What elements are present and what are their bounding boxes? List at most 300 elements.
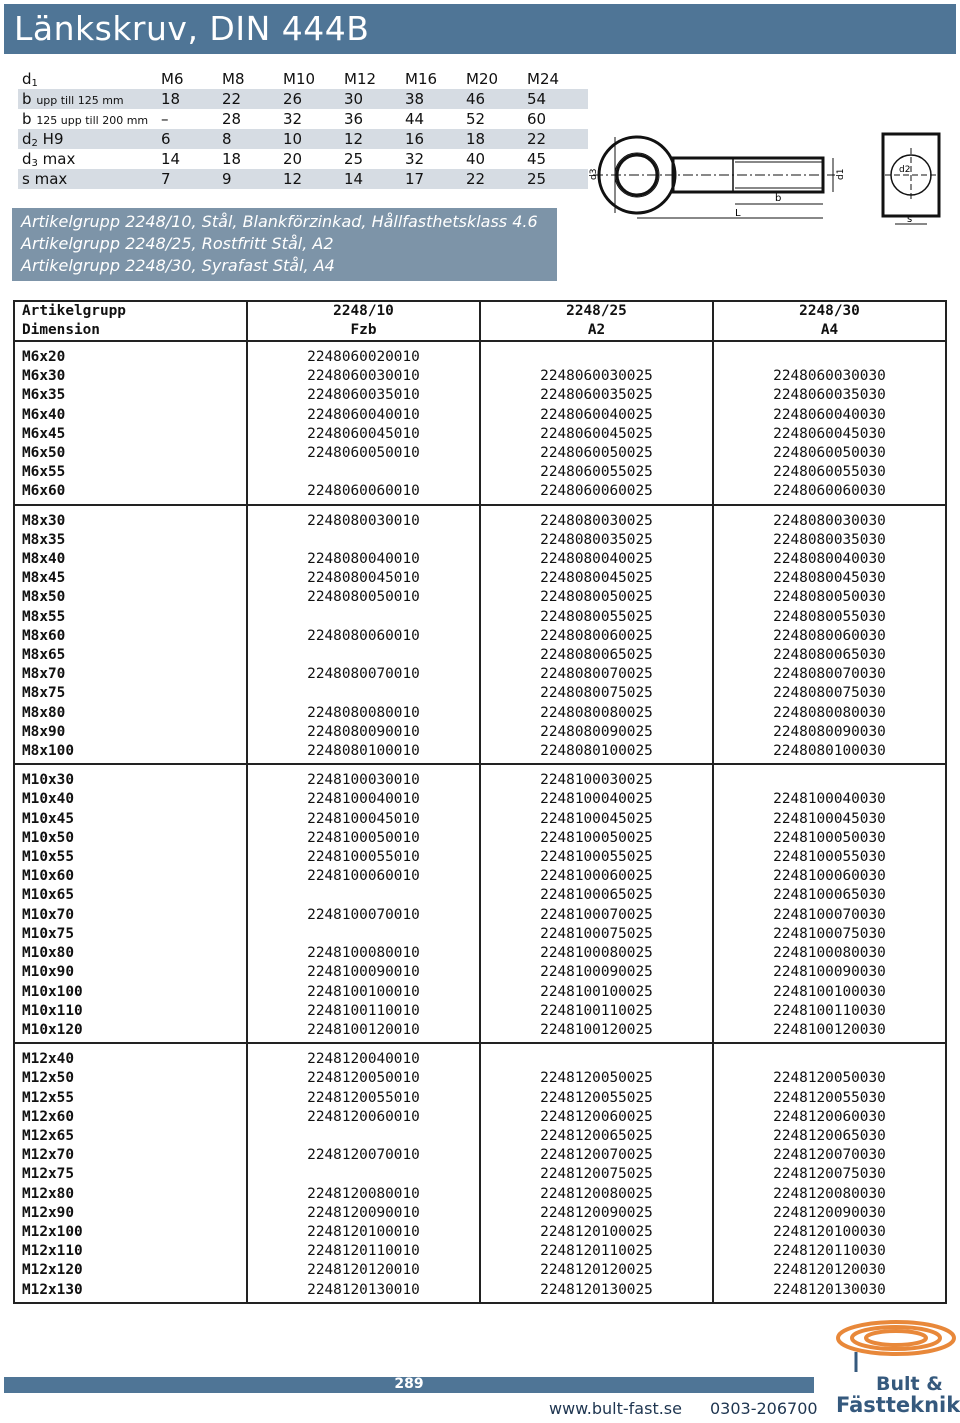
article-number-cell: 2248060055030 xyxy=(713,463,946,482)
table-row xyxy=(14,1185,946,1204)
article-number-cell: 2248100055025 xyxy=(480,848,713,867)
article-number-cell: 2248060050025 xyxy=(480,444,713,463)
article-number-cell: 2248100070030 xyxy=(713,906,946,925)
article-number-cell: 2248060045030 xyxy=(713,425,946,444)
spec-value: 30 xyxy=(344,89,405,109)
table-row xyxy=(14,1089,946,1108)
table-header-row xyxy=(14,321,946,341)
article-number-cell xyxy=(480,341,713,367)
article-number-cell: 2248080080030 xyxy=(713,704,946,723)
article-number-cell: 2248080030030 xyxy=(713,505,946,531)
article-number-cell xyxy=(713,341,946,367)
article-number-cell xyxy=(247,925,480,944)
header-a4: A4 xyxy=(713,321,946,341)
article-number-cell: 2248100120010 xyxy=(247,1021,480,1043)
article-number-cell: 2248100065025 xyxy=(480,886,713,905)
table-row xyxy=(14,1165,946,1184)
article-group-box xyxy=(12,208,557,281)
dimension-cell: M10x90 xyxy=(14,963,247,982)
dimension-cell: M6x60 xyxy=(14,482,247,504)
dimension-cell: M10x65 xyxy=(14,886,247,905)
spec-value: 26 xyxy=(283,89,344,109)
spec-label: $d_2$ H9 xyxy=(18,129,161,149)
spec-value: 12 xyxy=(344,129,405,149)
article-number-cell: 2248120050010 xyxy=(247,1069,480,1088)
article-group-line: Artikelgrupp 2248/25, Rostfritt Stål, A2 xyxy=(21,234,334,253)
dimension-cell: M10x80 xyxy=(14,944,247,963)
spec-row xyxy=(18,169,588,189)
article-number-cell: 2248080040010 xyxy=(247,550,480,569)
dimension-cell: M10x100 xyxy=(14,983,247,1002)
table-row xyxy=(14,684,946,703)
article-number-cell xyxy=(247,1165,480,1184)
article-number-cell: 2248120120030 xyxy=(713,1261,946,1280)
table-row xyxy=(14,1242,946,1261)
article-number-cell xyxy=(247,463,480,482)
dimension-cell: M8x45 xyxy=(14,569,247,588)
article-number-cell: 2248080065025 xyxy=(480,646,713,665)
spec-value: M8 xyxy=(222,70,245,88)
label-L: L xyxy=(735,208,741,219)
page-number: 289 xyxy=(394,1376,424,1392)
article-number-cell: 2248100060025 xyxy=(480,867,713,886)
dimension-cell: M8x75 xyxy=(14,684,247,703)
table-row xyxy=(14,886,946,905)
dimension-cell: M8x100 xyxy=(14,742,247,764)
article-number-cell: 2248060035030 xyxy=(713,386,946,405)
dimension-cell: M8x80 xyxy=(14,704,247,723)
dimension-cell: M12x90 xyxy=(14,1204,247,1223)
dimension-cell: M12x130 xyxy=(14,1281,247,1303)
table-row xyxy=(14,764,946,790)
label-s: s xyxy=(907,214,913,225)
article-number-cell: 2248080045030 xyxy=(713,569,946,588)
dimension-cell: M12x40 xyxy=(14,1043,247,1069)
dimension-cell: M8x50 xyxy=(14,588,247,607)
article-number-cell: 2248120080025 xyxy=(480,1185,713,1204)
header-fzb: Fzb xyxy=(247,321,480,341)
article-number-cell: 2248100110025 xyxy=(480,1002,713,1021)
article-number-cell: 2248120100010 xyxy=(247,1223,480,1242)
header-group-30: 2248/30 xyxy=(713,301,946,321)
spec-value: 17 xyxy=(405,169,466,189)
spec-value: 54 xyxy=(527,89,588,109)
spec-value: 38 xyxy=(405,89,466,109)
table-row xyxy=(14,569,946,588)
article-number-cell: 2248100040030 xyxy=(713,790,946,809)
article-number-cell: 2248100120025 xyxy=(480,1021,713,1043)
spec-value: 28 xyxy=(222,110,242,128)
article-number-cell: 2248080070025 xyxy=(480,665,713,684)
article-number-cell: 2248100055030 xyxy=(713,848,946,867)
dimension-cell: M10x55 xyxy=(14,848,247,867)
spec-value: M6 xyxy=(161,70,184,88)
spec-value: 16 xyxy=(405,129,466,149)
dimension-cell: M10x110 xyxy=(14,1002,247,1021)
table-row xyxy=(14,463,946,482)
dimension-cell: M10x75 xyxy=(14,925,247,944)
dimension-cell: M6x50 xyxy=(14,444,247,463)
article-number-cell xyxy=(247,1127,480,1146)
article-number-cell: 2248080060025 xyxy=(480,627,713,646)
article-number-cell: 2248100120030 xyxy=(713,1021,946,1043)
article-number-cell: 2248100090025 xyxy=(480,963,713,982)
article-number-cell: 2248080045010 xyxy=(247,569,480,588)
article-number-cell: 2248100100030 xyxy=(713,983,946,1002)
dimension-cell: M12x80 xyxy=(14,1185,247,1204)
dimension-cell: M8x40 xyxy=(14,550,247,569)
spec-header-row xyxy=(18,69,588,89)
table-row xyxy=(14,906,946,925)
dimension-cell: M12x55 xyxy=(14,1089,247,1108)
table-row xyxy=(14,810,946,829)
table-row xyxy=(14,1069,946,1088)
table-row xyxy=(14,1204,946,1223)
table-row xyxy=(14,1127,946,1146)
spec-table xyxy=(18,69,588,189)
header-a2: A2 xyxy=(480,321,713,341)
table-row xyxy=(14,925,946,944)
dimension-cell: M10x70 xyxy=(14,906,247,925)
article-number-cell: 2248080070010 xyxy=(247,665,480,684)
spec-value: M20 xyxy=(466,70,499,88)
dimension-cell: M10x45 xyxy=(14,810,247,829)
article-number-cell: 2248060045010 xyxy=(247,425,480,444)
spec-value: 52 xyxy=(466,110,486,128)
article-number-cell: 2248120065025 xyxy=(480,1127,713,1146)
article-number-cell: 2248120060030 xyxy=(713,1108,946,1127)
article-group-line: Artikelgrupp 2248/10, Stål, Blankförzinkad, Hållfasthetsklass 4.6 xyxy=(21,212,538,231)
dimension-cell: M12x65 xyxy=(14,1127,247,1146)
article-number-cell: 2248100080030 xyxy=(713,944,946,963)
label-b: b xyxy=(775,193,782,204)
spec-value: M10 xyxy=(283,70,316,88)
article-number-cell: 2248080030025 xyxy=(480,505,713,531)
spec-label: b upp till 125 mm xyxy=(18,89,161,109)
article-group-line: Artikelgrupp 2248/30, Syrafast Stål, A4 xyxy=(21,256,335,275)
table-row xyxy=(14,588,946,607)
table-row xyxy=(14,550,946,569)
article-number-cell: 2248080090025 xyxy=(480,723,713,742)
article-number-cell xyxy=(713,1043,946,1069)
article-number-cell: 2248100080010 xyxy=(247,944,480,963)
article-number-cell: 2248100040010 xyxy=(247,790,480,809)
dimension-cell: M6x55 xyxy=(14,463,247,482)
article-number-cell: 2248100045025 xyxy=(480,810,713,829)
dimension-cell: M10x40 xyxy=(14,790,247,809)
article-number-cell: 2248060035010 xyxy=(247,386,480,405)
article-number-cell: 2248100060010 xyxy=(247,867,480,886)
article-number-cell: 2248120075025 xyxy=(480,1165,713,1184)
dimension-cell: M10x120 xyxy=(14,1021,247,1043)
article-number-cell: 2248080035025 xyxy=(480,531,713,550)
dimension-cell: M12x70 xyxy=(14,1146,247,1165)
article-number-cell: 2248120110010 xyxy=(247,1242,480,1261)
article-number-cell: 2248060035025 xyxy=(480,386,713,405)
spec-row xyxy=(18,89,588,109)
article-number-cell xyxy=(247,646,480,665)
table-row xyxy=(14,1146,946,1165)
table-row xyxy=(14,704,946,723)
phone-number: 0303-206700 xyxy=(710,1399,818,1418)
dimension-cell: M8x65 xyxy=(14,646,247,665)
spec-row xyxy=(18,109,588,129)
article-number-cell: 2248120040010 xyxy=(247,1043,480,1069)
article-number-cell: 2248120130025 xyxy=(480,1281,713,1303)
spec-value: 14 xyxy=(344,169,405,189)
spec-label: $d_3$ max xyxy=(22,149,76,169)
table-row xyxy=(14,406,946,425)
spec-value: 9 xyxy=(222,169,283,189)
article-number-cell: 2248060030030 xyxy=(713,367,946,386)
article-number-cell xyxy=(713,764,946,790)
website-link[interactable]: www.bult-fast.se xyxy=(549,1399,682,1418)
header-group-25: 2248/25 xyxy=(480,301,713,321)
spec-value: 20 xyxy=(283,150,303,168)
article-number-cell: 2248060040030 xyxy=(713,406,946,425)
article-number-cell: 2248100075030 xyxy=(713,925,946,944)
spec-row xyxy=(18,129,588,149)
spec-value: 14 xyxy=(161,150,181,168)
spec-value: 22 xyxy=(222,89,283,109)
dimension-cell: M6x35 xyxy=(14,386,247,405)
spec-value: M16 xyxy=(405,70,438,88)
article-number-cell: 2248080040030 xyxy=(713,550,946,569)
table-row xyxy=(14,646,946,665)
spec-value: 25 xyxy=(527,169,588,189)
article-number-cell: 2248080060030 xyxy=(713,627,946,646)
table-row xyxy=(14,983,946,1002)
header-artikelgrupp: Artikelgrupp xyxy=(14,301,247,321)
article-number-cell: 2248080050025 xyxy=(480,588,713,607)
article-number-cell: 2248120110030 xyxy=(713,1242,946,1261)
spec-value: M12 xyxy=(344,70,377,88)
spec-value: M24 xyxy=(527,70,560,88)
dimension-cell: M10x30 xyxy=(14,764,247,790)
table-row xyxy=(14,829,946,848)
spec-value: 8 xyxy=(222,129,283,149)
title-bar xyxy=(4,4,956,54)
spec-value: – xyxy=(161,110,169,128)
article-number-cell: 2248060040010 xyxy=(247,406,480,425)
page-title: Länkskruv, DIN 444B xyxy=(14,9,370,48)
article-number-cell: 2248120070025 xyxy=(480,1146,713,1165)
table-row xyxy=(14,1108,946,1127)
table-row xyxy=(14,341,946,367)
article-number-cell: 2248080080025 xyxy=(480,704,713,723)
article-number-cell: 2248080045025 xyxy=(480,569,713,588)
table-row xyxy=(14,1021,946,1043)
article-number-cell: 2248080075025 xyxy=(480,684,713,703)
spec-value: 46 xyxy=(466,89,527,109)
article-number-cell: 2248060055025 xyxy=(480,463,713,482)
label-d2: d2 xyxy=(899,165,911,175)
table-row xyxy=(14,1281,946,1303)
article-number-cell: 2248080055030 xyxy=(713,608,946,627)
article-number-cell: 2248080100025 xyxy=(480,742,713,764)
spec-value: 40 xyxy=(466,150,486,168)
table-row xyxy=(14,1261,946,1280)
table-row xyxy=(14,848,946,867)
spec-value: 22 xyxy=(527,129,588,149)
dimension-cell: M8x35 xyxy=(14,531,247,550)
article-number-cell: 2248100075025 xyxy=(480,925,713,944)
table-row xyxy=(14,608,946,627)
article-number-cell: 2248100050030 xyxy=(713,829,946,848)
article-number-cell: 2248080065030 xyxy=(713,646,946,665)
table-row xyxy=(14,367,946,386)
article-number-cell xyxy=(247,886,480,905)
article-number-cell: 2248080030010 xyxy=(247,505,480,531)
article-number-cell: 2248060060030 xyxy=(713,482,946,504)
spec-value: 36 xyxy=(344,110,364,128)
article-number-cell: 2248060020010 xyxy=(247,341,480,367)
article-number-cell: 2248100030010 xyxy=(247,764,480,790)
article-number-cell: 2248100040025 xyxy=(480,790,713,809)
dimension-cell: M12x100 xyxy=(14,1223,247,1242)
article-number-cell: 2248100070010 xyxy=(247,906,480,925)
article-number-cell xyxy=(247,531,480,550)
article-number-cell xyxy=(247,608,480,627)
article-number-cell xyxy=(480,1043,713,1069)
spec-value: 18 xyxy=(222,150,242,168)
dimension-cell: M8x60 xyxy=(14,627,247,646)
dimension-cell: M8x55 xyxy=(14,608,247,627)
table-row xyxy=(14,1002,946,1021)
table-row xyxy=(14,944,946,963)
spec-value: 22 xyxy=(466,169,527,189)
article-number-cell: 2248120090025 xyxy=(480,1204,713,1223)
label-d1: d1 xyxy=(836,168,846,180)
dimension-cell: M8x30 xyxy=(14,505,247,531)
spec-value: 45 xyxy=(527,150,547,168)
eye-bolt-drawing xyxy=(585,128,945,228)
article-number-cell: 2248100055010 xyxy=(247,848,480,867)
table-row xyxy=(14,742,946,764)
spec-value: 60 xyxy=(527,110,547,128)
article-number-cell: 2248080040025 xyxy=(480,550,713,569)
article-number-cell: 2248120120010 xyxy=(247,1261,480,1280)
article-number-cell: 2248120060010 xyxy=(247,1108,480,1127)
article-number-cell: 2248080055025 xyxy=(480,608,713,627)
article-number-cell: 2248060050030 xyxy=(713,444,946,463)
article-number-cell: 2248060045025 xyxy=(480,425,713,444)
dimension-cell: M10x60 xyxy=(14,867,247,886)
spec-value: 18 xyxy=(466,129,527,149)
header-group-10: 2248/10 xyxy=(247,301,480,321)
article-number-cell: 2248080070030 xyxy=(713,665,946,684)
article-number-cell: 2248100100025 xyxy=(480,983,713,1002)
article-number-cell: 2248080080010 xyxy=(247,704,480,723)
spec-value: 32 xyxy=(405,150,425,168)
article-number-cell: 2248080075030 xyxy=(713,684,946,703)
table-row xyxy=(14,627,946,646)
dimension-cell: M12x50 xyxy=(14,1069,247,1088)
article-number-cell: 2248120130030 xyxy=(713,1281,946,1303)
article-number-cell: 2248100060030 xyxy=(713,867,946,886)
label-d3: d3 xyxy=(589,168,599,180)
article-number-cell: 2248120090030 xyxy=(713,1204,946,1223)
article-number-cell: 2248060060025 xyxy=(480,482,713,504)
article-number-cell: 2248100050025 xyxy=(480,829,713,848)
table-header-row xyxy=(14,301,946,321)
article-number-cell: 2248120055010 xyxy=(247,1089,480,1108)
spec-value: 18 xyxy=(161,89,222,109)
article-number-cell: 2248100090030 xyxy=(713,963,946,982)
table-row xyxy=(14,665,946,684)
article-number-cell: 2248080050010 xyxy=(247,588,480,607)
article-number-cell: 2248080060010 xyxy=(247,627,480,646)
spec-value: 6 xyxy=(161,129,222,149)
article-number-cell: 2248120050025 xyxy=(480,1069,713,1088)
article-number-cell: 2248120090010 xyxy=(247,1204,480,1223)
article-number-cell: 2248060060010 xyxy=(247,482,480,504)
article-number-cell: 2248120070030 xyxy=(713,1146,946,1165)
dimension-cell: M12x60 xyxy=(14,1108,247,1127)
logo-text-line2: Fästteknik xyxy=(836,1393,960,1417)
article-number-cell: 2248080090030 xyxy=(713,723,946,742)
article-number-cell: 2248120075030 xyxy=(713,1165,946,1184)
article-number-cell: 2248120100025 xyxy=(480,1223,713,1242)
table-row xyxy=(14,963,946,982)
article-number-cell: 2248120080030 xyxy=(713,1185,946,1204)
dimension-cell: M8x70 xyxy=(14,665,247,684)
table-row xyxy=(14,531,946,550)
dimension-cell: M6x20 xyxy=(14,341,247,367)
article-number-cell: 2248100050010 xyxy=(247,829,480,848)
article-number-cell: 2248100045010 xyxy=(247,810,480,829)
article-number-cell: 2248100070025 xyxy=(480,906,713,925)
article-number-cell xyxy=(247,684,480,703)
spec-value: 44 xyxy=(405,110,425,128)
table-row xyxy=(14,425,946,444)
spec-value: 10 xyxy=(283,129,344,149)
article-number-cell: 2248120055025 xyxy=(480,1089,713,1108)
spec-value: 32 xyxy=(283,110,303,128)
article-number-cell: 2248120080010 xyxy=(247,1185,480,1204)
article-number-cell: 2248120110025 xyxy=(480,1242,713,1261)
spec-label: s max xyxy=(18,169,161,189)
dimension-cell: M8x90 xyxy=(14,723,247,742)
dimension-cell: M12x110 xyxy=(14,1242,247,1261)
article-number-cell: 2248120100030 xyxy=(713,1223,946,1242)
table-row xyxy=(14,505,946,531)
article-table xyxy=(13,300,947,1304)
article-number-cell: 2248080090010 xyxy=(247,723,480,742)
dimension-cell: M6x45 xyxy=(14,425,247,444)
article-number-cell: 2248120120025 xyxy=(480,1261,713,1280)
article-number-cell: 2248120065030 xyxy=(713,1127,946,1146)
article-number-cell: 2248060030025 xyxy=(480,367,713,386)
article-number-cell: 2248060050010 xyxy=(247,444,480,463)
article-number-cell: 2248100030025 xyxy=(480,764,713,790)
article-number-cell: 2248120070010 xyxy=(247,1146,480,1165)
dimension-cell: M6x30 xyxy=(14,367,247,386)
article-number-cell: 2248100080025 xyxy=(480,944,713,963)
dimension-cell: M12x75 xyxy=(14,1165,247,1184)
spec-value: 12 xyxy=(283,169,344,189)
article-number-cell: 2248100110030 xyxy=(713,1002,946,1021)
article-number-cell: 2248100100010 xyxy=(247,983,480,1002)
dimension-cell: M6x40 xyxy=(14,406,247,425)
dimension-cell: M10x50 xyxy=(14,829,247,848)
table-row xyxy=(14,790,946,809)
spec-label: b 125 upp till 200 mm xyxy=(22,110,149,128)
header-dimension: Dimension xyxy=(14,321,247,341)
table-row xyxy=(14,386,946,405)
table-row xyxy=(14,1043,946,1069)
article-number-cell: 2248120130010 xyxy=(247,1281,480,1303)
